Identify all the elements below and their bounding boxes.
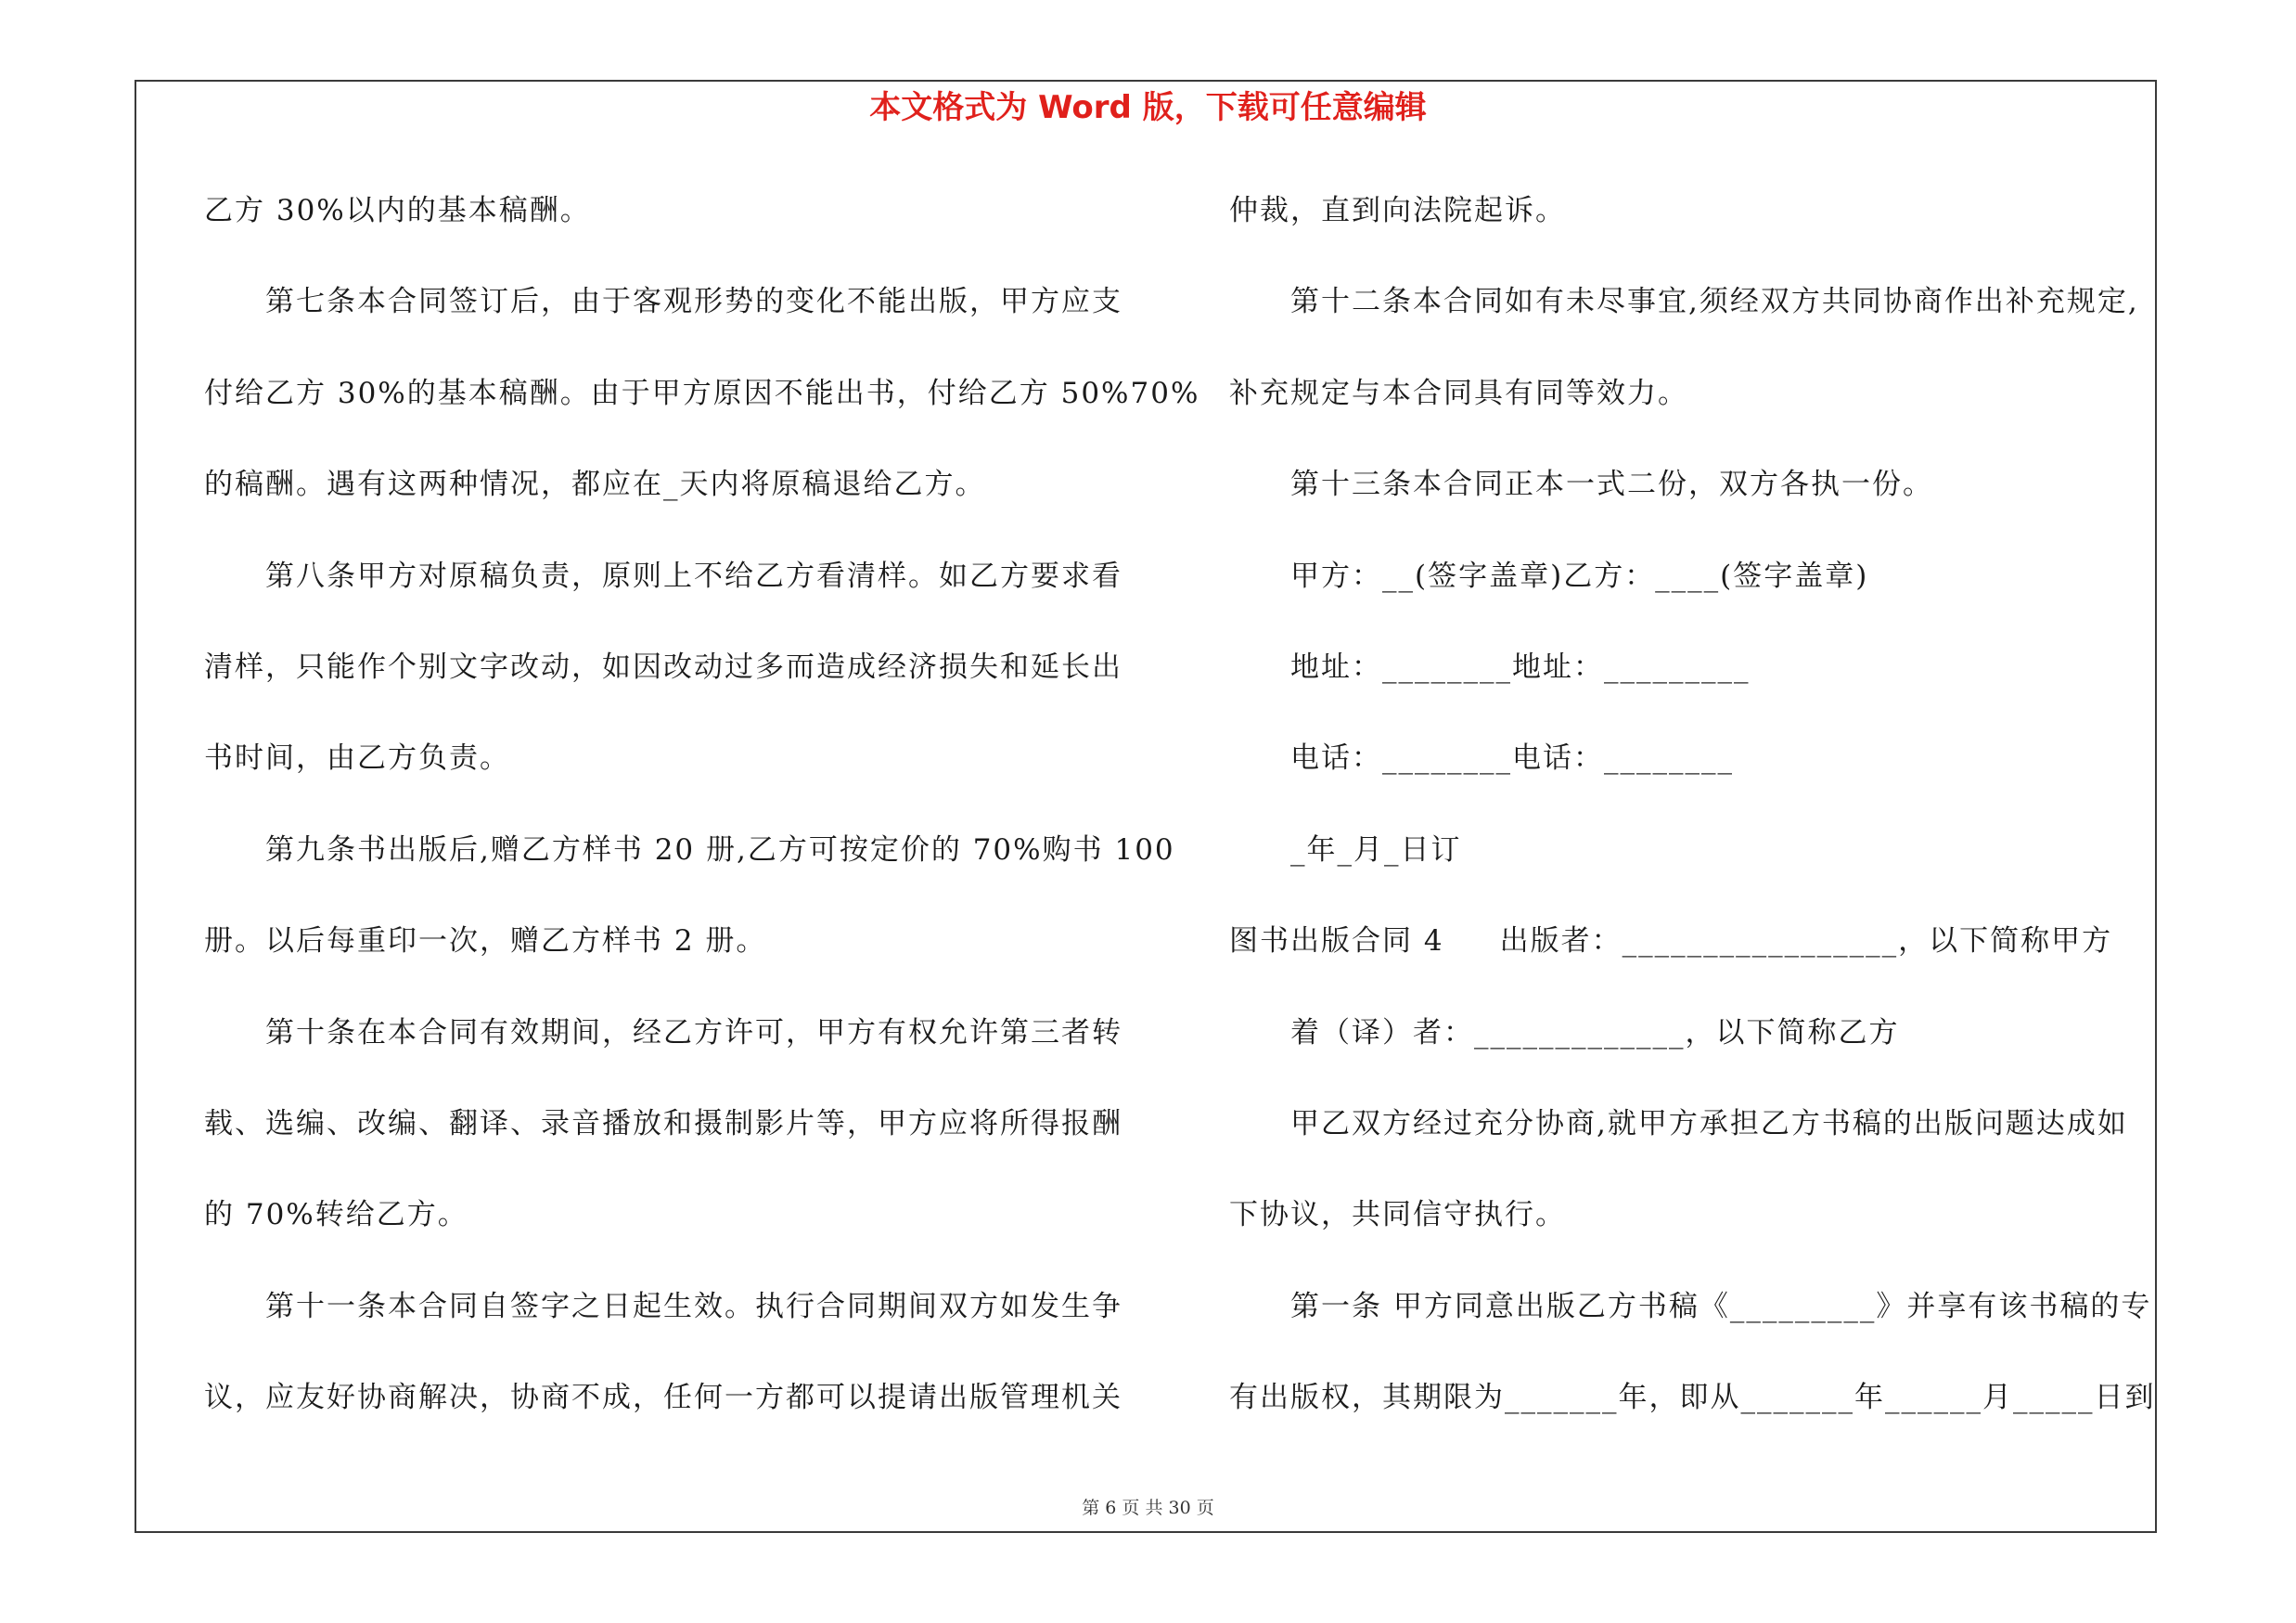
left-line: 第九条书出版后,赠乙方样书 20 册,乙方可按定价的 70%购书 100 [265,832,1175,867]
left-line: 第七条本合同签订后，由于客观形势的变化不能出版，甲方应支 [265,285,1122,319]
right-line-contract-title [1229,916,2175,1007]
left-column [204,186,1200,1463]
left-line: 第十一条本合同自签字之日起生效。执行合同期间双方如发生争 [265,1289,1122,1323]
contract-title: 图书出版合同 4 [1229,924,1444,959]
left-line: 清样，只能作个别文字改动，如因改动过多而造成经济损失和延长出 [204,650,1122,684]
publisher-clause: 出版者：_________________，以下简称甲方 [1499,924,2113,959]
right-line: 补充规定与本合同具有同等效力。 [1229,376,1688,410]
left-line: 第八条甲方对原稿负责，原则上不给乙方看清样。如乙方要求看 [265,559,1122,593]
word-format-banner: 本文格式为 Word 版，下载可任意编辑 [869,89,1427,126]
left-line: 乙方 30%以内的基本稿酬。 [204,194,591,227]
right-line: 甲方：__(签字盖章)乙方：____(签字盖章) [1290,559,1869,593]
left-line: 的 70%转给乙方。 [204,1198,468,1232]
right-line: 第一条 甲方同意出版乙方书稿《_________》并享有该书稿的专 [1290,1289,2152,1323]
left-line: 第十条在本合同有效期间，经乙方许可，甲方有权允许第三者转 [265,1015,1122,1050]
right-line: 电话：________电话：________ [1290,741,1734,776]
right-line: 仲裁，直到向法院起诉。 [1229,194,1566,227]
right-line: _年_月_日订 [1290,832,1462,867]
page-number-footer: 第 6 页 共 30 页 [1082,1498,1214,1518]
left-line: 的稿酬。遇有这两种情况，都应在_天内将原稿退给乙方。 [204,468,986,502]
right-line: 甲乙双方经过充分协商,就甲方承担乙方书稿的出版问题达成如 [1290,1106,2128,1140]
right-line: 有出版权，其期限为_______年，即从_______年______月_____日到 [1229,1381,2156,1415]
left-line: 书时间，由乙方负责。 [204,741,510,776]
right-line: 第十三条本合同正本一式二份，双方各执一份。 [1290,468,1933,502]
left-line: 载、选编、改编、翻译、录音播放和摄制影片等，甲方应将所得报酬 [204,1106,1122,1140]
right-line: 着（译）者：_____________，以下简称乙方 [1290,1015,1900,1050]
right-column [1229,186,2175,1463]
right-line: 第十二条本合同如有未尽事宜,须经双方共同协商作出补充规定, [1290,285,2139,319]
right-line: 下协议，共同信守执行。 [1229,1198,1566,1232]
right-line: 地址：________地址：_________ [1290,650,1751,684]
left-line: 付给乙方 30%的基本稿酬。由于甲方原因不能出书，付给乙方 50%70% [204,376,1200,410]
left-line: 议，应友好协商解决，协商不成，任何一方都可以提请出版管理机关 [204,1381,1122,1415]
left-line: 册。以后每重印一次，赠乙方样书 2 册。 [204,924,767,959]
